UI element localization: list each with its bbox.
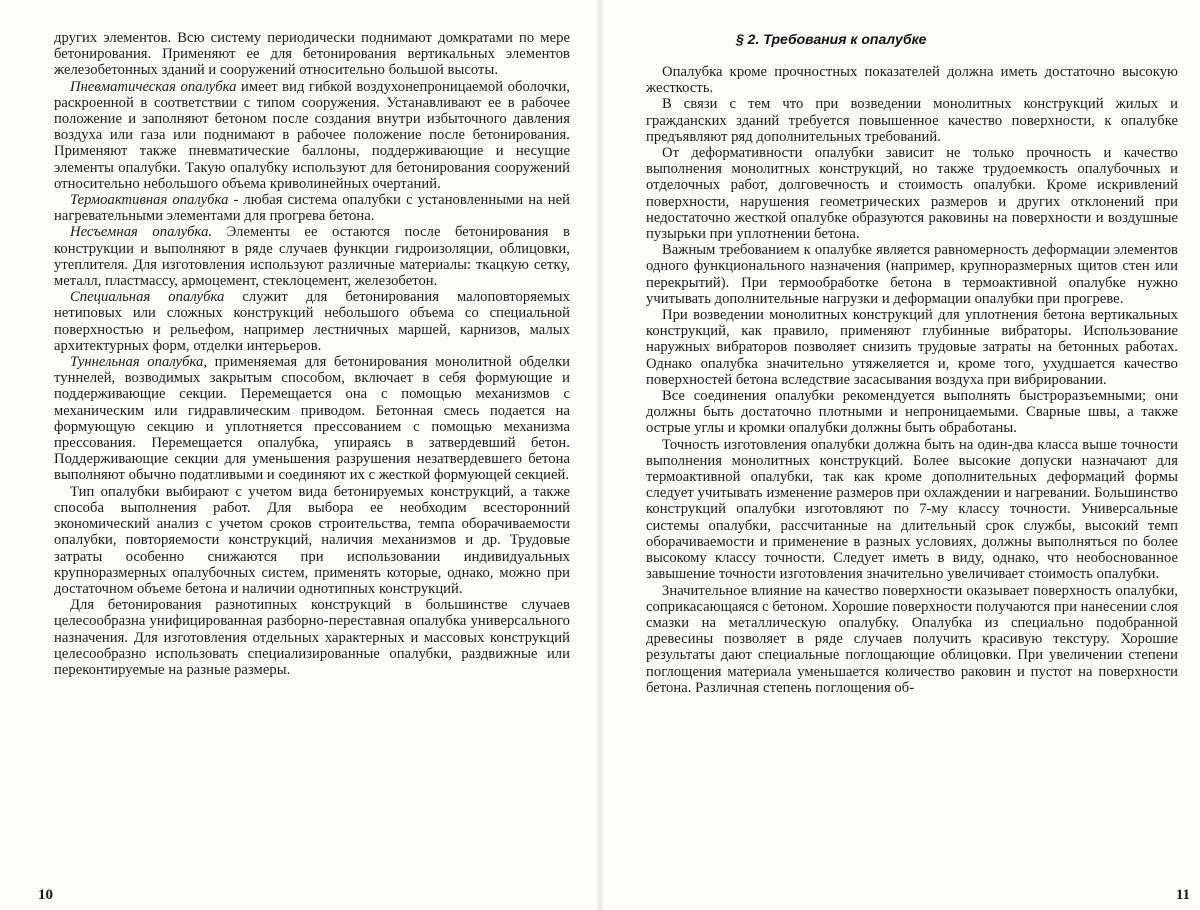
paragraph: От деформативности опалубки зависит не только прочность и качество выполнения монолитных конструкций, но также трудоемкость опалубочных и отделочных работ, долговечность и стоимость опалубки. Кроме искривлений поверхности, нарушения геометрических размеров и других отклонений при недостаточно жесткой опалубке образуются раковины на поверхности и воздушные пузырьки при уплотнении бетона. [646,145,1178,243]
paragraph-text: Для бетонирования разнотипных конструкций в большинстве случаев целесообразна унифицированная разборно-переставная опалубка универсального назначения. Для изготовления отдельных характерных и массовых конструкций целесообразно использовать специализированные опалубки, раздвижные или переконтируемые на разные размеры. [54,597,570,678]
paragraph-pneumatic-formwork [54,79,570,192]
page-number: 11 [1175,887,1190,903]
paragraph-text: Тип опалубки выбирают с учетом вида бетонируемых конструкций, а также способа выполнения работ. Для выбора ее необходим всесторонний экономический анализ с учетом сроков строительства, темпа оборачиваемости опалубки, повторяемости конструкций, наличия механизмов и др. Трудовые затраты особенно снижаются при использовании индивидуальных крупноразмерных опалубочных систем, применять которые, однако, можно при достаточном объеме бетона и наличии однотипных конструкций. [54,483,570,597]
paragraph-text: Элементы ее остаются после бетонирования в конструкции и выполняют в ряде случаев функции гидроизоляции, облицовки, утеплителя. Для изготовления используют различные материалы: ткацкую сетку, металл, пластмассу, армоцемент, стеклоцемент, железобетон. [54,224,570,290]
paragraph: Значительное влияние на качество поверхности оказывает поверхность опалубки, соприкасающаяся с бетоном. Хорошие поверхности получаются при нанесении слоя смазки на металлическую опалубку. Опалубка из специально подобранной древесины позволяет в ряде случаев получить красивую текстуру. Хорошие результаты дают специальные поглощающие облицовки. При увеличении степени поглощения материала уменьшается количество раковин и пустот на поверхности бетона. Различная степень поглощения об- [646,582,1178,696]
section-title: § 2. Требования к опалубке [736,31,927,47]
paragraph: Важным требованием к опалубке является равномерность деформации элементов одного функционального назначения (например, крупноразмерных щитов стен или перекрытий). При термообработке бетона в термоактивной опалубке нужно учитывать дополнительные нагрузки и деформации опалубки при прогреве. [646,242,1178,307]
paragraph-term: Специальная опалубка [70,289,225,306]
paragraph-text: имеет вид гибкой воздухонепроницаемой оболочки, раскроенной в соответствии с типом сооружения. Устанавливают ее в рабочее положение и заполняют бетоном после создания внутри избыточного давления воздуха или газа или поднимают в рабочее положение после бетонирования. Применяют также пневматические баллоны, поддерживающие и несущие элементы опалубки. Такую опалубку используют для бетонирования сооружений относительно небольшого объема криволинейных очертаний. [54,78,570,192]
paragraph [54,30,570,79]
page-number: 10 [38,887,53,903]
paragraph-term: Термоактивная опалубка [70,192,229,209]
paragraph-tunnel-formwork [54,354,570,484]
paragraph-text: служит для бетонирования малоповторяемых нетиповых или сложных конструкций небольшого объема со специальной поверхностью и рельефом, например лестничных маршей, карнизов, малых архитектурных форм, отделки интерьеров. [54,289,571,354]
paragraph: Точность изготовления опалубки должна быть на один-два класса выше точности выполнения монолитных конструкций. Более высокие допуски назначают для термоактивной опалубки, так как кроме дополнительных деформаций формы следует учитывать изменение размеров при охлаждении и нагревании. Большинство конструкций опалубки изготовляют по 7-му классу точности. Универсальные системы опалубки, рассчитанные на длительный срок службы, высокий темп оборачиваемости и применение в разных условиях, должны выполняться по более высокому классу точности. Следует иметь в виду, однако, что необоснованное завышение точности изготовления значительно увеличивает стоимость опалубки. [646,436,1178,583]
paragraph-fixed-formwork [54,224,570,289]
paragraph-text: других элементов. Всю систему периодически поднимают домкратами по мере бетонирования. Применяют ее для бетонирования вертикальных элементов железобетонных зданий и сооружений относительно большой высоты. [54,30,570,79]
paragraph-term: Несъемная опалубка. [70,224,213,241]
paragraph-formwork-selection [54,484,570,597]
paragraph-universal-formwork [54,597,570,678]
right-page [600,0,1200,910]
paragraph-thermoactive-formwork [54,192,570,224]
paragraph: Опалубка кроме прочностных показателей должна иметь достаточно высокую жесткость. [646,64,1178,97]
paragraph: При возведении монолитных конструкций для уплотнения бетона вертикальных конструкций, как правило, применяют глубинные вибраторы. Использование наружных вибраторов позволяет снизить трудовые затраты на бетонных работах. Однако опалубка значительно утяжеляется и, кроме того, ухудшается качество поверхностей бетона вследствие засасывания воздуха при вибрировании. [646,307,1178,388]
paragraph-special-formwork [54,289,570,354]
paragraph-text: применяемая для бетонирования монолитной обделки туннелей, возводимых закрытым способом, включает в себя формующие и поддерживающие секции. Перемещается она с помощью механизмов с механическим или гидравлическим приводом. Бетонная смесь подается на формующую секцию и уплотняется прессованием с помощью механизма прессования. Перемещается опалубка, упираясь в затвердевший бетон. Поддерживающие секции для уменьшения разрушения незатвердевшего бетона выполняют обычно податливыми и соединяют их с жесткой формующей секцией. [54,354,570,484]
paragraph: Все соединения опалубки рекомендуется выполнять быстроразъемными; они должны быть достаточно плотными и непроницаемыми. Сварные швы, а также острые углы и кромки опалубки должны быть обработаны. [646,388,1178,437]
paragraph: В связи с тем что при возведении монолитных конструкций жилых и гражданских зданий требуется повышенное качество поверхности, к опалубке предъявляют ряд дополнительных требований. [646,96,1178,145]
paragraph-text: - любая система опалубки с установленными на ней нагревательными элементами для прогрева бетона. [54,192,570,225]
paragraph-term: Пневматическая опалубка [70,78,237,95]
paragraph-term: Туннельная опалубка, [70,354,208,371]
